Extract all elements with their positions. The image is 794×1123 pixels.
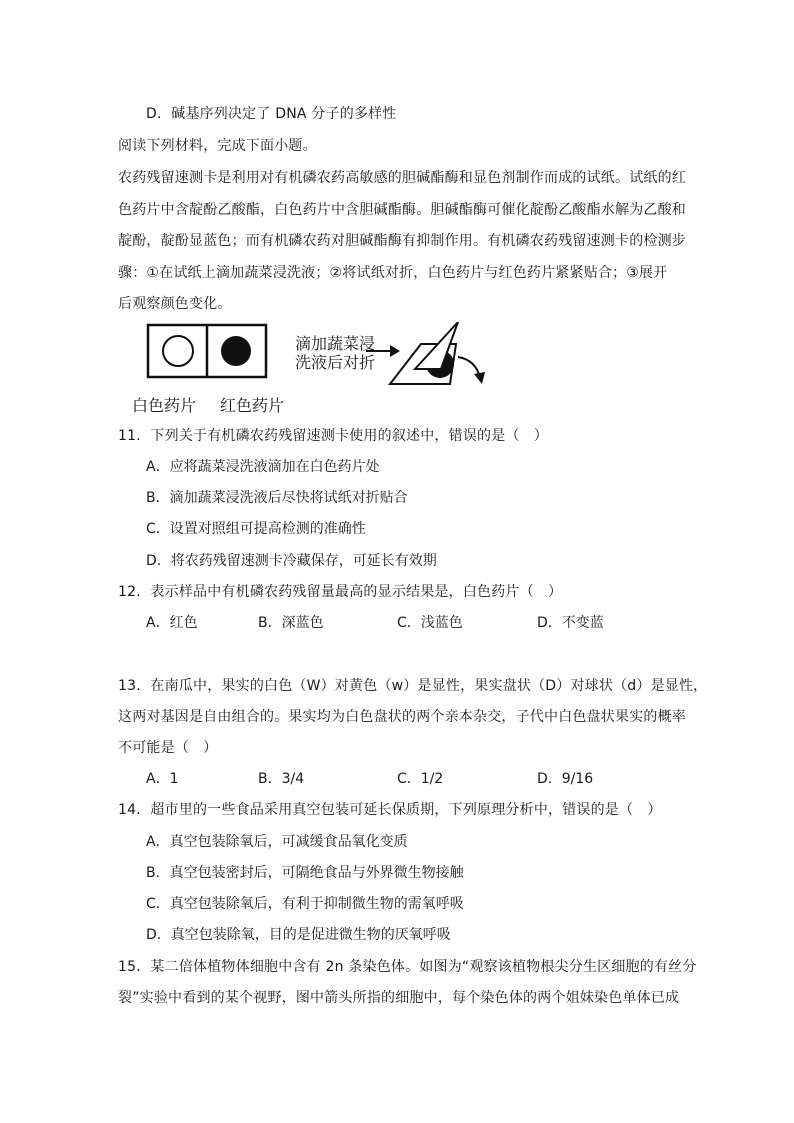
q14-option-d: D．真空包装除氧，目的是促进微生物的厌氧呼吸 <box>146 927 451 943</box>
q13-option-a: A．1 <box>146 771 179 787</box>
q12-stem: 12．表示样品中有机磷农药残留量最高的显示结果是，白色药片（ ） <box>118 584 563 600</box>
q13-option-d: D．9/16 <box>537 771 594 787</box>
arrow-caption-2: 洗液后对折 <box>295 353 376 372</box>
q15-stem-line-1: 15．某二倍体植物体细胞中含有 2n 条染色体。如图为“观察该植物根尖分生区细胞的有丝分 <box>118 959 697 975</box>
fold-arrow-head <box>474 372 485 384</box>
red-tablet-shape <box>221 336 251 366</box>
reading-instruction: 阅读下列材料，完成下面小题。 <box>118 138 317 154</box>
q13-stem-line-2: 这两对基因是自由组合的。果实均为白色盘状的两个亲本杂交，子代中白色盘状果实的概率 <box>118 709 686 725</box>
q12-option-a: A．红色 <box>146 615 198 631</box>
material-line-1: 农药残留速测卡是利用对有机磷农药高敏感的胆碱酯酶和显色剂制作而成的试纸。试纸的红 <box>118 170 686 186</box>
q13-stem-line-1: 13．在南瓜中，果实的白色（W）对黄色（w）是显性，果实盘状（D）对球状（d）是显性， <box>118 678 708 694</box>
q14-option-a: A．真空包装除氧后，可减缓食品氧化变质 <box>146 834 408 850</box>
q11-option-a: A．应将蔬菜浸洗液滴加在白色药片处 <box>146 459 380 475</box>
test-card-figure <box>128 322 498 422</box>
process-arrow-head <box>390 345 400 357</box>
q11-option-c: C．设置对照组可提高检测的准确性 <box>146 521 366 537</box>
q14-option-c: C．真空包装除氧后，有利于抑制微生物的需氧呼吸 <box>146 896 464 912</box>
q10-option-d: D．碱基序列决定了 DNA 分子的多样性 <box>146 106 397 122</box>
material-line-5: 后观察颜色变化。 <box>118 296 232 312</box>
q12-option-d: D．不变蓝 <box>537 615 604 631</box>
material-line-3: 靛酚，靛酚显蓝色；而有机磷农药对胆碱酯酶有抑制作用。有机磷农药残留速测卡的检测步 <box>118 233 686 249</box>
material-line-4: 骤：①在试纸上滴加蔬菜浸洗液；②将试纸对折，白色药片与红色药片紧紧贴合；③展开 <box>118 265 668 281</box>
q12-option-b: B．深蓝色 <box>258 615 324 631</box>
q14-stem: 14．超市里的一些食品采用真空包装可延长保质期，下列原理分析中，错误的是（ ） <box>118 802 662 818</box>
q13-option-c: C．1/2 <box>397 771 444 787</box>
q11-option-d: D．将农药残留速测卡冷藏保存，可延长有效期 <box>146 553 437 569</box>
arrow-caption-1: 滴加蔬菜浸 <box>295 334 376 353</box>
red-tablet-label: 红色药片 <box>220 396 285 415</box>
q11-option-b: B．滴加蔬菜浸洗液后尽快将试纸对折贴合 <box>146 490 408 506</box>
white-tablet-shape <box>163 336 193 366</box>
q14-option-b: B．真空包装密封后，可隔绝食品与外界微生物接触 <box>146 865 464 881</box>
material-line-2: 色药片中含靛酚乙酸酯，白色药片中含胆碱酯酶。胆碱酯酶可催化靛酚乙酸酯水解为乙酸和 <box>118 202 686 218</box>
q13-stem-line-3: 不可能是（ ） <box>118 740 218 756</box>
q13-option-b: B．3/4 <box>258 771 305 787</box>
q12-option-c: C．浅蓝色 <box>397 615 463 631</box>
q11-stem: 11．下列关于有机磷农药残留速测卡使用的叙述中，错误的是（ ） <box>118 428 549 444</box>
q15-stem-line-2: 裂”实验中看到的某个视野，图中箭头所指的细胞中，每个染色体的两个姐妹染色单体已成 <box>118 990 680 1006</box>
white-tablet-label: 白色药片 <box>132 396 197 415</box>
